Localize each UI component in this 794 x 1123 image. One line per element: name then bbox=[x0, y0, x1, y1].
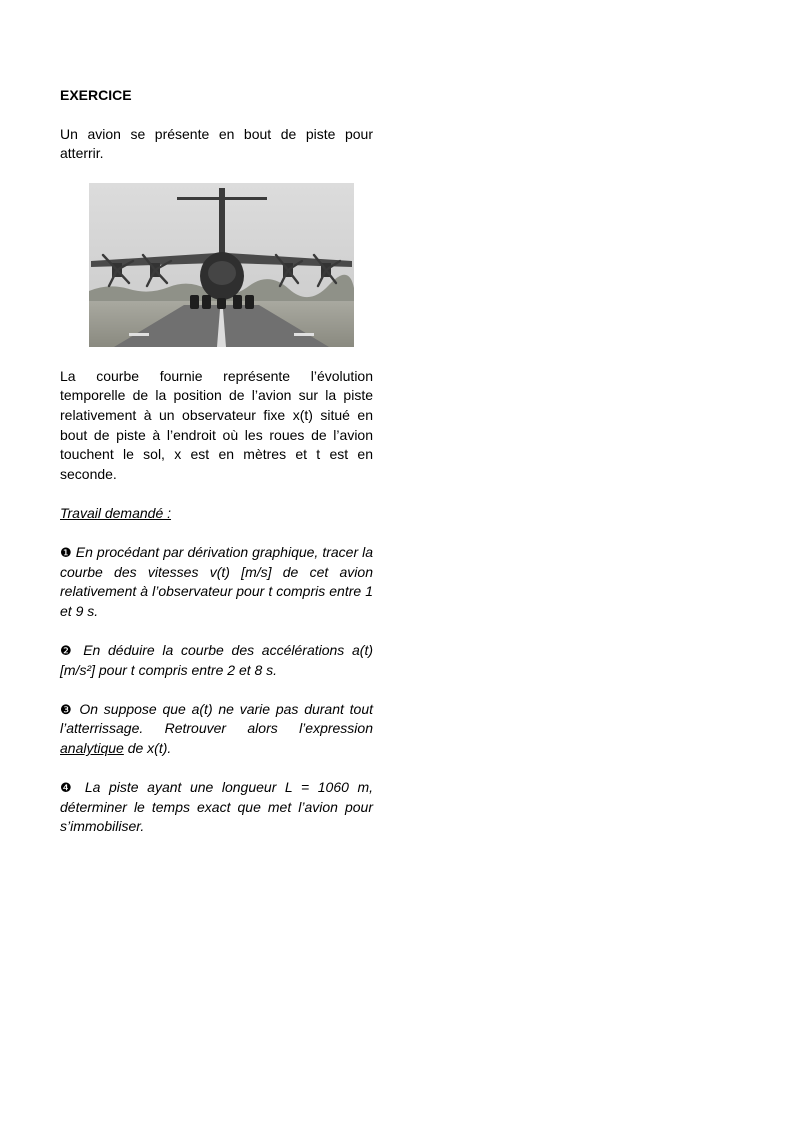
question-4-text: La piste ayant une longueur L = 1060 m, déterminer le temps exact que met l’avion pour s’immobiliser. bbox=[60, 779, 374, 835]
question-3-text-before: On suppose que a(t) ne varie pas durant tout l’atterrissage. Retrouver alors l’expression bbox=[60, 700, 374, 737]
question-3-text-after: de x(t). bbox=[123, 740, 172, 757]
question-1-marker: ❶ bbox=[60, 545, 72, 561]
question-1-text: En procédant par dérivation graphique, tracer la courbe des vitesses v(t) [m/s] de cet avion relativement à l’observateur pour t compris entre 1 et 9 s. bbox=[60, 544, 374, 619]
question-4-marker: ❹ bbox=[60, 780, 77, 796]
description-paragraph: La courbe fournie représente l’évolution temporelle de la position de l’avion sur la piste relativement à un observateur fixe x(t) situé en bout de piste à l’endroit où les roues de l’avion touchent le sol, x est en mètres et t est en seconde. bbox=[60, 367, 373, 482]
question-2-marker: ❷ bbox=[60, 643, 76, 659]
work-heading: Travail demandé : bbox=[60, 504, 172, 521]
question-4 bbox=[60, 778, 373, 837]
question-2-text: En déduire la courbe des accélérations a(t) [m/s²] pour t compris entre 2 et 8 s. bbox=[60, 642, 374, 678]
question-2 bbox=[60, 641, 373, 680]
question-3-marker: ❸ bbox=[60, 701, 74, 717]
exercise-title: EXERCICE bbox=[60, 87, 132, 103]
question-3-text-underlined: analytique bbox=[60, 740, 124, 757]
question-1 bbox=[60, 543, 373, 621]
intro-paragraph: Un avion se présente en bout de piste pour atterrir. bbox=[60, 125, 373, 162]
exercise-column bbox=[60, 86, 373, 837]
question-3 bbox=[60, 700, 373, 759]
airplane-landing-photo bbox=[89, 183, 354, 347]
